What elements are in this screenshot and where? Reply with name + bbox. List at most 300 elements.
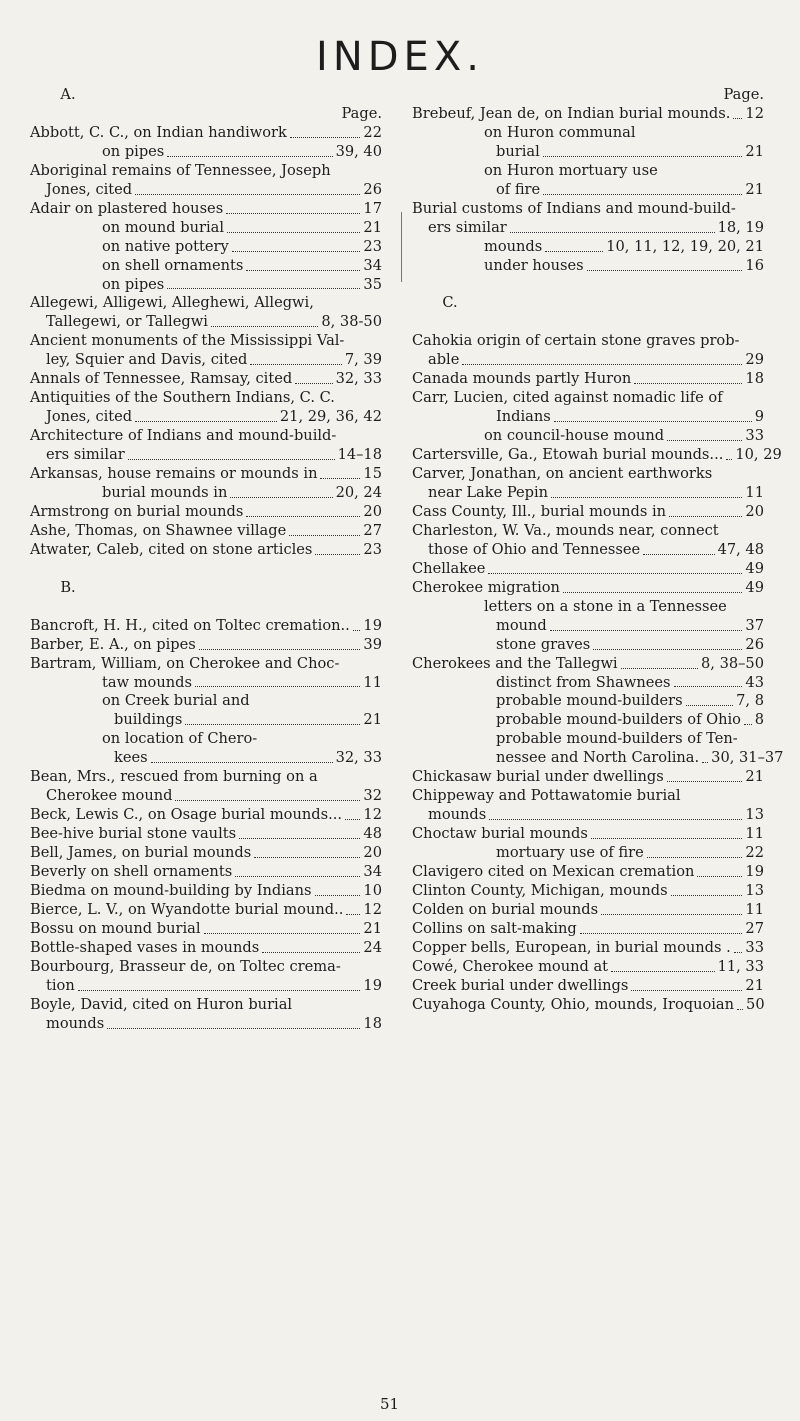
index-entry-text: on pipes: [102, 275, 165, 293]
index-entry-text: Annals of Tennessee, Ramsay, cited: [30, 370, 293, 388]
dot-leader: [643, 553, 714, 555]
page-reference: 21: [745, 768, 764, 786]
dot-leader: [550, 629, 743, 631]
index-entry: [30, 863, 382, 882]
index-entry-text: taw mounds: [102, 673, 192, 691]
index-entry: [412, 484, 764, 503]
dot-leader: [185, 723, 360, 725]
page-reference: 30, 31–37: [711, 749, 784, 767]
index-entry-text: on Huron mortuary use: [484, 161, 658, 179]
index-entry: [30, 313, 382, 332]
index-entry: [30, 219, 382, 238]
index-entry-text: Copper bells, European, in burial mounds .: [412, 938, 731, 956]
dot-leader: [250, 363, 341, 365]
page-reference: 39, 40: [335, 142, 382, 160]
index-entry: [30, 200, 382, 219]
index-entry: [30, 901, 382, 920]
page-reference: 11: [745, 483, 764, 501]
index-entry: [30, 541, 382, 560]
dot-leader: [353, 629, 361, 631]
index-entry: [412, 370, 764, 389]
page-reference: 50: [746, 995, 765, 1013]
page-reference: 27: [745, 919, 764, 937]
index-entry: [412, 181, 764, 200]
page-column-header: Page.: [341, 104, 382, 122]
index-entry: [412, 143, 764, 162]
index-entry-text: Arkansas, house remains or mounds in: [30, 465, 318, 483]
index-title: INDEX.: [316, 34, 484, 80]
index-entry-text: mounds: [428, 806, 487, 824]
index-entry-text: Chippeway and Pottawatomie burial: [412, 787, 681, 805]
page-reference: 22: [745, 844, 764, 862]
page-reference: 21: [745, 180, 764, 198]
page-reference: 8, 38–50: [701, 654, 764, 672]
index-entry: [30, 465, 382, 484]
dot-leader: [254, 856, 360, 858]
index-entry: [30, 484, 382, 503]
page-reference: 18: [363, 1014, 382, 1032]
index-entry-text: Burial customs of Indians and mound-build-: [412, 199, 736, 217]
index-entry: [30, 522, 382, 541]
left-column: [30, 86, 382, 1034]
index-entry: [30, 749, 382, 768]
page-reference: 21: [745, 142, 764, 160]
dot-leader: [621, 667, 698, 669]
index-entry: [30, 617, 382, 636]
page-reference: 8: [754, 711, 764, 729]
index-entry: [412, 768, 764, 787]
dot-leader: [611, 970, 715, 972]
dot-leader: [674, 685, 743, 687]
index-entry: [412, 749, 784, 768]
dot-leader: [235, 875, 360, 877]
index-entry-text: Allegewi, Alligewi, Alleghewi, Allegwi,: [30, 294, 314, 312]
index-entry: [412, 503, 764, 522]
page-reference: 21: [363, 711, 382, 729]
dot-leader: [128, 458, 335, 460]
page-reference: 12: [363, 900, 382, 918]
index-entry: [30, 1015, 382, 1034]
index-entry: [412, 655, 764, 674]
dot-leader: [697, 875, 742, 877]
page-reference: 35: [363, 275, 382, 293]
dot-leader: [726, 458, 732, 460]
index-entry-text: tion: [46, 976, 75, 994]
page-reference: 7, 39: [344, 351, 382, 369]
dot-leader: [580, 932, 743, 934]
dot-leader: [289, 534, 360, 536]
index-entry-text: Collins on salt-making: [412, 919, 577, 937]
dot-leader: [734, 951, 743, 953]
index-entry: [412, 541, 764, 560]
index-entry-text: Bee-hive burial stone vaults: [30, 825, 237, 843]
index-entry: [30, 787, 382, 806]
dot-leader: [593, 648, 742, 650]
dot-leader: [733, 117, 742, 119]
dot-leader: [462, 363, 742, 365]
index-entry-text: ers similar: [46, 446, 125, 464]
index-entry: [30, 920, 382, 939]
page-reference: 37: [745, 616, 764, 634]
page-reference: 12: [363, 806, 382, 824]
page-reference: 49: [745, 578, 764, 596]
dot-leader: [587, 269, 743, 271]
index-entry-text: Creek burial under dwellings: [412, 976, 629, 994]
index-entry-text: of fire: [496, 180, 541, 198]
page-reference: 24: [363, 938, 382, 956]
index-entry: [30, 636, 382, 655]
index-entry: [30, 276, 382, 295]
dot-leader: [671, 894, 743, 896]
dot-leader: [151, 761, 333, 763]
index-entry-text: Cherokees and the Tallegwi: [412, 654, 618, 672]
dot-leader: [246, 269, 360, 271]
dot-leader: [320, 477, 360, 479]
index-entry-text: under houses: [484, 256, 584, 274]
index-entry: [412, 427, 764, 446]
page-reference: 17: [363, 199, 382, 217]
index-entry: [412, 579, 764, 598]
index-entry: [412, 560, 764, 579]
page-number: 51: [380, 1395, 400, 1413]
page-reference: 11, 33: [717, 957, 764, 975]
index-entry: [412, 882, 764, 901]
index-entry-text: Bourbourg, Brasseur de, on Toltec crema-: [30, 957, 341, 975]
index-entry-text: Jones, cited: [46, 408, 133, 426]
right-column: [412, 86, 784, 1015]
page-reference: 12: [745, 104, 764, 122]
dot-leader: [346, 913, 360, 915]
page-reference: 18, 19: [717, 218, 764, 236]
index-entry-text: Biedma on mound-building by Indians: [30, 882, 312, 899]
index-entry: [30, 181, 382, 200]
index-entry: [412, 692, 764, 711]
dot-leader: [246, 515, 360, 517]
index-entry: [30, 124, 382, 143]
index-entry-text: Brebeuf, Jean de, on Indian burial mounds.: [412, 104, 731, 122]
index-entry: [412, 977, 764, 996]
dot-leader: [211, 325, 318, 327]
index-entry-text: kees: [114, 749, 148, 767]
index-entry: [412, 939, 764, 958]
index-entry-text: Bierce, L. V., on Wyandotte burial mound..: [30, 900, 344, 918]
page-reference: 20: [363, 502, 382, 520]
index-entry: [412, 351, 764, 370]
index-entry-text: Choctaw burial mounds: [412, 825, 588, 843]
dot-leader: [631, 989, 742, 991]
index-entry: [412, 674, 764, 693]
page-reference: 9: [754, 408, 764, 426]
page-reference: 20, 24: [335, 484, 382, 502]
page-reference: 32: [363, 787, 382, 805]
index-entry-text: burial: [496, 142, 540, 160]
index-entry: [30, 143, 382, 162]
index-entry-text: mortuary use of fire: [496, 844, 644, 862]
index-entry-text: Beverly on shell ornaments: [30, 863, 233, 881]
dot-leader: [262, 951, 360, 953]
index-entry: [30, 844, 382, 863]
dot-leader: [135, 420, 277, 422]
column-divider: [401, 212, 402, 282]
page-reference: 21, 29, 36, 42: [279, 408, 382, 426]
dot-leader: [563, 591, 742, 593]
index-entry-text: Chickasaw burial under dwellings: [412, 768, 664, 786]
index-entry: [412, 806, 764, 825]
dot-leader: [591, 837, 743, 839]
dot-leader: [175, 799, 360, 801]
spacer: [30, 560, 382, 579]
dot-leader: [239, 837, 360, 839]
index-entry-text: those of Ohio and Tennessee: [428, 540, 641, 558]
dot-leader: [315, 553, 360, 555]
index-entry-text: Bottle-shaped vases in mounds: [30, 938, 260, 956]
index-entry-text: probable mound-builders of Ten-: [496, 730, 738, 748]
dot-leader: [686, 704, 733, 706]
page-column-header: Page.: [723, 86, 764, 103]
index-entry-text: ley, Squier and Davis, cited: [46, 351, 248, 369]
page-reference: 27: [363, 521, 382, 539]
page-reference: 32, 33: [335, 749, 382, 767]
index-entry-text: Bean, Mrs., rescued from burning on a: [30, 768, 318, 786]
dot-leader: [737, 1008, 743, 1010]
index-entry-text: on pipes: [102, 142, 165, 160]
dot-leader: [230, 496, 332, 498]
index-entry: [30, 351, 382, 370]
index-entry: [412, 636, 764, 655]
index-entry: [412, 863, 764, 882]
index-entry: [412, 446, 782, 465]
index-entry-text: buildings: [114, 711, 183, 729]
page-reference: 23: [363, 237, 382, 255]
page-reference: 23: [363, 540, 382, 558]
dot-leader: [135, 193, 360, 195]
page-reference: 20: [363, 844, 382, 862]
page-reference: 16: [745, 256, 764, 274]
index-entry-text: on mound burial: [102, 218, 224, 236]
page-reference: 18: [745, 370, 764, 388]
dot-leader: [315, 894, 361, 896]
page-reference: 32, 33: [335, 370, 382, 388]
index-entry: [412, 238, 764, 257]
page-reference: 21: [745, 976, 764, 994]
spacer: [412, 276, 764, 295]
index-entry-text: nessee and North Carolina.: [496, 749, 700, 767]
index-entry-text: Atwater, Caleb, cited on stone articles: [30, 540, 313, 558]
page-reference: 10: [363, 882, 382, 899]
index-entry: [412, 825, 764, 844]
dot-leader: [167, 287, 360, 289]
dot-leader: [227, 231, 360, 233]
section-letter: C.: [442, 294, 458, 312]
page-reference: 13: [745, 882, 764, 899]
index-entry-text: mounds: [484, 237, 543, 255]
index-entry-text: Adair on plastered houses: [30, 199, 224, 217]
index-entry-text: Cass County, Ill., burial mounds in: [412, 502, 667, 520]
index-entry-text: Boyle, David, cited on Huron burial: [30, 995, 293, 1013]
index-entry: [30, 674, 382, 693]
index-entry-text: on native pottery: [102, 237, 229, 255]
dot-leader: [667, 439, 742, 441]
index-entry-text: on Huron communal: [484, 123, 636, 141]
page-reference: 7, 8: [736, 692, 764, 710]
dot-leader: [667, 780, 743, 782]
index-entry: [412, 257, 764, 276]
index-entry-text: Tallegewi, or Tallegwi: [46, 313, 208, 331]
index-entry: [30, 370, 382, 389]
index-entry-text: Ashe, Thomas, on Shawnee village: [30, 521, 287, 539]
index-entry-text: probable mound-builders of Ohio: [496, 711, 741, 729]
index-entry-text: mounds: [46, 1014, 105, 1032]
index-entry-text: on shell ornaments: [102, 256, 244, 274]
index-entry-text: Antiquities of the Southern Indians, C. C.: [30, 389, 335, 407]
index-entry-text: Bell, James, on burial mounds: [30, 844, 252, 862]
index-entry-text: Carr, Lucien, cited against nomadic life of: [412, 389, 723, 407]
index-entry: [412, 844, 764, 863]
page-reference: 8, 38-50: [321, 313, 382, 331]
page-reference: 20: [745, 502, 764, 520]
index-entry-text: Cuyahoga County, Ohio, mounds, Iroquoian: [412, 995, 735, 1013]
section-letter: B.: [60, 578, 76, 596]
index-entry: [30, 238, 382, 257]
index-entry: [30, 257, 382, 276]
page-reference: 47, 48: [717, 540, 764, 558]
dot-leader: [226, 212, 360, 214]
dot-leader: [290, 136, 361, 138]
index-entry-text: Architecture of Indians and mound-build-: [30, 427, 337, 445]
index-entry: [412, 958, 764, 977]
page-reference: 29: [745, 351, 764, 369]
dot-leader: [554, 420, 752, 422]
index-entry-text: Armstrong on burial mounds: [30, 502, 244, 520]
index-entry: [30, 977, 382, 996]
index-entry-text: Bossu on mound burial: [30, 919, 201, 937]
dot-leader: [489, 818, 742, 820]
dot-leader: [601, 913, 742, 915]
index-entry-text: Charleston, W. Va., mounds near, connect: [412, 521, 719, 539]
index-entry: [412, 711, 764, 730]
page-reference: 19: [363, 616, 382, 634]
dot-leader: [199, 648, 361, 650]
page-reference: 43: [745, 673, 764, 691]
index-entry-text: Abbott, C. C., on Indian handiwork: [30, 123, 287, 141]
index-entry: [412, 920, 764, 939]
index-entry: [412, 219, 764, 238]
index-entry-text: Chellakee: [412, 559, 486, 577]
index-entry-text: Ancient monuments of the Mississippi Val-: [30, 332, 345, 350]
page-reference: 48: [363, 825, 382, 843]
index-entry-text: stone graves: [496, 635, 591, 653]
dot-leader: [647, 856, 743, 858]
index-entry-text: Cahokia origin of certain stone graves prob-: [412, 332, 740, 350]
dot-leader: [545, 250, 603, 252]
index-entry-text: Cartersville, Ga., Etowah burial mounds...: [412, 446, 724, 464]
dot-leader: [669, 515, 742, 517]
index-entry-text: on council-house mound: [484, 427, 665, 445]
index-entry-text: letters on a stone in a Tennessee: [484, 597, 727, 615]
index-entry: [30, 408, 382, 427]
page-reference: 19: [745, 863, 764, 881]
dot-leader: [167, 155, 332, 157]
index-entry: [30, 806, 382, 825]
page-reference: 33: [745, 938, 764, 956]
page-reference: 13: [745, 806, 764, 824]
index-entry: [412, 901, 764, 920]
dot-leader: [510, 231, 715, 233]
dot-leader: [702, 761, 708, 763]
index-entry-text: Colden on burial mounds: [412, 900, 599, 918]
page-reference: 10, 11, 12, 19, 20, 21: [606, 237, 764, 255]
dot-leader: [107, 1027, 360, 1029]
index-entry-text: Cowé, Cherokee mound at: [412, 957, 609, 975]
spacer: [30, 598, 382, 617]
dot-leader: [551, 496, 742, 498]
spacer: [412, 313, 764, 332]
dot-leader: [634, 382, 742, 384]
dot-leader: [195, 685, 360, 687]
index-entry-text: Barber, E. A., on pipes: [30, 635, 196, 653]
index-entry: [30, 446, 382, 465]
index-entry-text: Beck, Lewis C., on Osage burial mounds...: [30, 806, 342, 824]
index-entry-text: near Lake Pepin: [428, 483, 549, 501]
index-entry: [412, 617, 764, 636]
page-reference: 34: [363, 256, 382, 274]
page-reference: 11: [745, 825, 764, 843]
page-reference: 22: [363, 123, 382, 141]
index-entry-text: Aboriginal remains of Tennessee, Joseph: [30, 161, 331, 179]
index-entry-text: ers similar: [428, 218, 507, 236]
index-entry-text: distinct from Shawnees: [496, 673, 671, 691]
dot-leader: [488, 572, 742, 574]
index-entry-text: Indians: [496, 408, 551, 426]
index-entry-text: Bancroft, H. H., cited on Toltec cremation..: [30, 616, 350, 634]
dot-leader: [204, 932, 361, 934]
section-letter: A.: [60, 86, 76, 103]
page-reference: 33: [745, 427, 764, 445]
index-entry-text: Clavigero cited on Mexican cremation: [412, 863, 695, 881]
dot-leader: [543, 193, 742, 195]
index-entry-text: Canada mounds partly Huron: [412, 370, 632, 388]
index-entry: [30, 939, 382, 958]
index-entry: [30, 711, 382, 730]
page-reference: 11: [745, 900, 764, 918]
index-entry-text: on location of Chero-: [102, 730, 258, 748]
page-reference: 19: [363, 976, 382, 994]
page-reference: 34: [363, 863, 382, 881]
page-reference: 15: [363, 465, 382, 483]
page-reference: 39: [363, 635, 382, 653]
index-entry-text: Cherokee mound: [46, 787, 173, 805]
index-entry: [412, 105, 764, 124]
index-entry: [412, 996, 764, 1015]
index-entry-text: Clinton County, Michigan, mounds: [412, 882, 668, 899]
index-entry-text: probable mound-builders: [496, 692, 683, 710]
dot-leader: [744, 723, 752, 725]
page-reference: 11: [363, 673, 382, 691]
page-reference: 21: [363, 218, 382, 236]
dot-leader: [232, 250, 361, 252]
index-entry-text: Bartram, William, on Cherokee and Choc-: [30, 654, 340, 672]
page-reference: 10, 29: [735, 446, 782, 464]
index-entry: [30, 882, 382, 901]
index-entry-text: Jones, cited: [46, 180, 133, 198]
index-entry: [30, 825, 382, 844]
dot-leader: [78, 989, 361, 991]
page-reference: 26: [745, 635, 764, 653]
page-reference: 21: [363, 919, 382, 937]
index-entry-text: mound: [496, 616, 547, 634]
page-reference: 49: [745, 559, 764, 577]
index-entry: [30, 503, 382, 522]
